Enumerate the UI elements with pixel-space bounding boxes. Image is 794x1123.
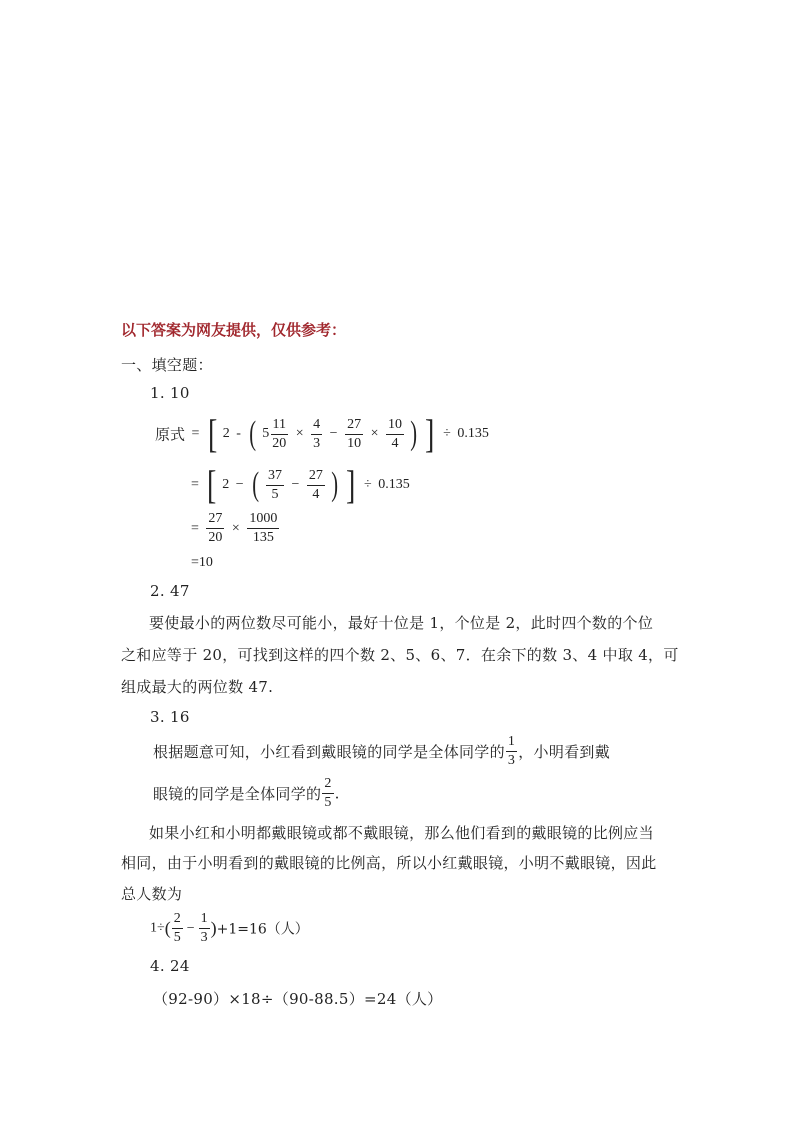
fraction: [322, 777, 333, 810]
right-paren: ): [210, 918, 217, 938]
eq-part: 1÷: [150, 920, 165, 936]
fraction: [247, 512, 279, 545]
minus-sign: −: [186, 920, 195, 936]
denominator: 3: [200, 930, 208, 945]
divisor: 0.135: [457, 426, 489, 441]
q1-label: 1. 10: [150, 384, 190, 402]
numerator: 2: [322, 777, 333, 794]
numerator: 27: [206, 512, 224, 529]
q3-label: 3. 16: [150, 708, 190, 726]
fraction: [345, 418, 363, 451]
numerator: 2: [172, 912, 183, 929]
fraction: [172, 912, 183, 945]
number: 2: [222, 426, 230, 441]
q1-equation-line4: =10: [191, 555, 213, 570]
right-paren: ): [331, 466, 339, 503]
divisor: 0.135: [378, 477, 410, 492]
numerator: 10: [386, 418, 404, 435]
right-bracket: ]: [425, 411, 435, 456]
fraction: [506, 735, 517, 768]
denominator: 5: [173, 930, 181, 945]
numerator: 27: [345, 418, 363, 435]
q3-paragraph-line: 相同，由于小明看到的戴眼镜的比例高，所以小红戴眼镜，小明不戴眼镜，因此: [121, 854, 657, 872]
times-sign: ×: [370, 426, 379, 441]
right-bracket: ]: [346, 462, 356, 507]
fraction: [386, 418, 404, 451]
minus-sign: -: [236, 426, 241, 441]
denominator: 5: [324, 795, 332, 810]
left-paren: (: [249, 415, 257, 452]
fraction: [199, 912, 210, 945]
q3-paragraph-line: 如果小红和小明都戴眼镜或都不戴眼镜，那么他们看到的戴眼镜的比例应当: [149, 824, 654, 842]
q2-label: 2. 47: [150, 582, 190, 600]
numerator: 1: [199, 912, 210, 929]
fraction: [311, 418, 322, 451]
denominator: 20: [272, 435, 287, 451]
q1-equation-line1: [155, 411, 489, 456]
q1-equation-line2: [188, 462, 410, 507]
denominator: 3: [507, 753, 516, 768]
q1-equation-line3: [188, 512, 280, 545]
numerator: 1000: [247, 512, 279, 529]
denominator: 5: [271, 486, 279, 502]
left-paren: (: [164, 918, 171, 938]
section-title: 一、填空题：: [121, 356, 213, 374]
whole-part: 5: [262, 426, 270, 441]
fraction: [266, 469, 284, 502]
times-sign: ×: [295, 426, 304, 441]
q2-paragraph-line: 要使最小的两位数尽可能小，最好十位是 1，个位是 2，此时四个数的个位: [149, 614, 654, 632]
denominator: 10: [347, 435, 362, 451]
q3-text: .: [334, 784, 340, 803]
fraction: [307, 469, 325, 502]
equals-sign: =: [191, 520, 199, 536]
divide-sign: ÷: [443, 426, 451, 441]
q3-text: 根据题意可知，小红看到戴眼镜的同学是全体同学的: [153, 743, 505, 761]
minus-sign: −: [235, 477, 244, 492]
q4-label: 4. 24: [150, 957, 190, 975]
eq-part: +1=16（人）: [216, 921, 309, 938]
q4-equation: （92-90）×18÷（90-88.5）=24（人）: [153, 990, 443, 1008]
equals-sign: =: [191, 426, 200, 441]
denominator: 20: [208, 530, 223, 545]
numerator: 11: [271, 418, 288, 435]
answer-notice-header: 以下答案为网友提供，仅供参考：: [121, 321, 347, 339]
equals-sign: =: [191, 477, 199, 492]
q2-paragraph-line: 组成最大的两位数 47.: [121, 678, 274, 696]
left-bracket: [: [207, 462, 217, 507]
denominator: 135: [252, 530, 274, 545]
lhs-label: 原式: [155, 425, 186, 444]
numerator: 4: [311, 418, 322, 435]
minus-sign: −: [291, 477, 300, 492]
q3-equation: [150, 912, 309, 945]
fraction: [206, 512, 224, 545]
fraction: [270, 418, 288, 451]
q3-text: ，小明看到戴: [518, 743, 611, 761]
q3-text: 眼镜的同学是全体同学的: [153, 785, 322, 803]
minus-sign: −: [329, 426, 338, 441]
q3-paragraph-line: 总人数为: [121, 885, 183, 903]
right-paren: ): [410, 415, 418, 452]
denominator: 4: [391, 435, 399, 451]
times-sign: ×: [231, 520, 240, 536]
denominator: 3: [313, 435, 321, 451]
divide-sign: ÷: [364, 477, 372, 492]
numerator: 1: [506, 735, 517, 752]
q3-line1: [153, 735, 610, 768]
numerator: 27: [307, 469, 325, 486]
numerator: 37: [266, 469, 284, 486]
denominator: 4: [312, 486, 320, 502]
left-bracket: [: [207, 411, 218, 456]
q3-line2: [153, 777, 340, 810]
q2-paragraph-line: 之和应等于 20，可找到这样的四个数 2、5、6、7．在余下的数 3、4 中取 4，可: [121, 646, 679, 664]
number: 2: [222, 477, 230, 492]
left-paren: (: [252, 466, 260, 503]
